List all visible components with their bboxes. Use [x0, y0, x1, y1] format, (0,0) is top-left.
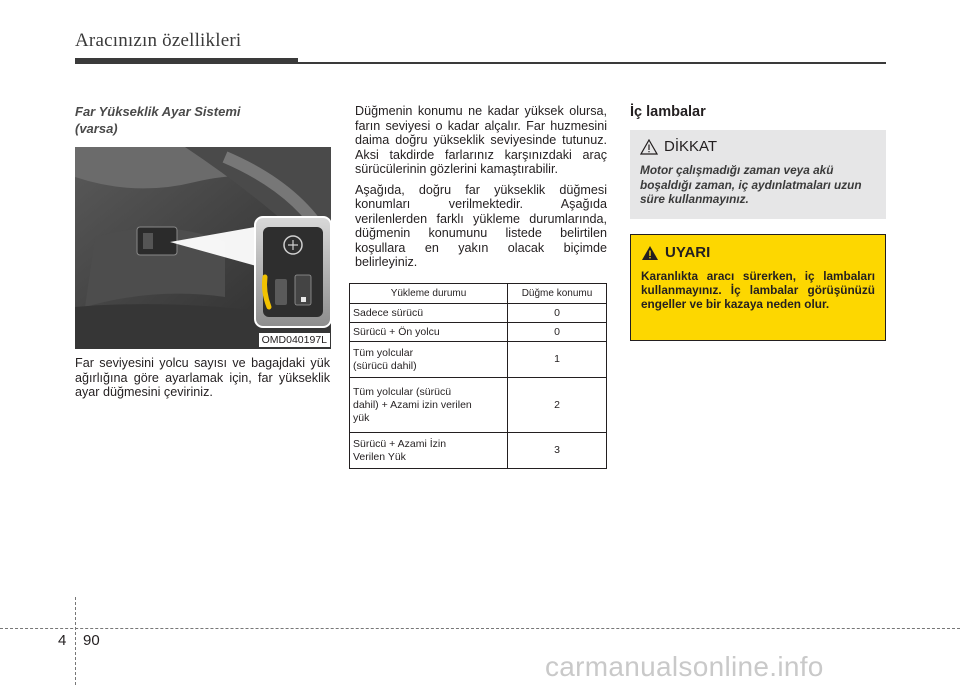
dashboard-illustration	[75, 147, 331, 349]
interior-lamps-heading: İç lambalar	[630, 104, 706, 120]
warning-title: UYARI	[665, 244, 711, 261]
leveling-explanation	[355, 104, 607, 270]
figure-code: OMD040197L	[259, 333, 330, 347]
headlight-leveling-photo	[75, 147, 331, 349]
table-cell-condition: Tüm yolcular (sürücü dahil) + Azami izin verilen yük	[350, 378, 508, 433]
warning-triangle-icon	[641, 245, 659, 261]
table-cell-position: 3	[508, 433, 607, 469]
chapter-number: 4	[58, 632, 67, 649]
section-subheading	[75, 103, 330, 137]
warning-box	[630, 234, 886, 341]
footer-dashed-rule	[0, 628, 960, 629]
table-row	[350, 342, 607, 378]
header-bar	[75, 58, 298, 64]
page-header-title: Aracınızın özellikleri	[75, 30, 242, 51]
header-rule	[298, 62, 886, 64]
watermark: carmanualsonline.info	[545, 651, 824, 682]
warning-text: Karanlıkta aracı sürerken, iç lambaları kullanmayınız. İç lambalar görüşünüzü engeller ve bir kazaya neden olur.	[641, 269, 875, 311]
table-cell-position: 0	[508, 323, 607, 342]
caution-triangle-icon	[640, 139, 658, 155]
table-header-row	[350, 284, 607, 304]
caution-box	[630, 130, 886, 219]
table-row	[350, 378, 607, 433]
table-cell-position: 1	[508, 342, 607, 378]
table-cell-condition: Sürücü + Ön yolcu	[350, 323, 508, 342]
page-number: 90	[83, 632, 100, 649]
subheading-line2: (varsa)	[75, 121, 118, 136]
explanation-paragraph-2: Aşağıda, doğru far yükseklik düğmesi konumları verilmektedir. Aşağıda verilenlerden farklı yükleme durumlarında, düğmenin konumunu listede belirtilen koşullara en yakın olacak biçimde belirleyiniz.	[355, 182, 607, 269]
table-cell-position: 2	[508, 378, 607, 433]
column-header-condition: Yükleme durumu	[350, 284, 508, 304]
table-row	[350, 323, 607, 342]
caution-text: Motor çalışmadığı zaman veya akü boşaldığı zaman, iç aydınlatmaları uzun süre kullanmayınız.	[640, 163, 862, 206]
footer-dashed-divider	[75, 597, 76, 685]
table-cell-position: 0	[508, 304, 607, 323]
column-header-position: Düğme konumu	[508, 284, 607, 304]
table-row	[350, 304, 607, 323]
table-row	[350, 433, 607, 469]
leveling-instructions: Far seviyesini yolcu sayısı ve bagajdaki yük ağırlığına göre ayarlamak için, far yükseklik ayar düğmesini çeviriniz.	[75, 356, 330, 399]
table-cell-condition: Sadece sürücü	[350, 304, 508, 323]
load-condition-table	[349, 283, 607, 469]
table-cell-condition: Tüm yolcular (sürücü dahil)	[350, 342, 508, 378]
warning-title-row	[641, 244, 875, 261]
explanation-paragraph-1: Düğmenin konumu ne kadar yüksek olursa, farın seviyesi o kadar alçalır. Far huzmesini daima doğru yükseklik seviyesinde tutunuz. Aksi takdirde farlarınız karşınızdaki araç sürücülerinin gözlerini kamaştırabilir.	[355, 104, 607, 176]
caution-title-row	[640, 138, 876, 155]
caution-title: DİKKAT	[664, 138, 718, 155]
table-cell-condition: Sürücü + Azami İzin Verilen Yük	[350, 433, 508, 469]
subheading-line1: Far Yükseklik Ayar Sistemi	[75, 104, 241, 119]
